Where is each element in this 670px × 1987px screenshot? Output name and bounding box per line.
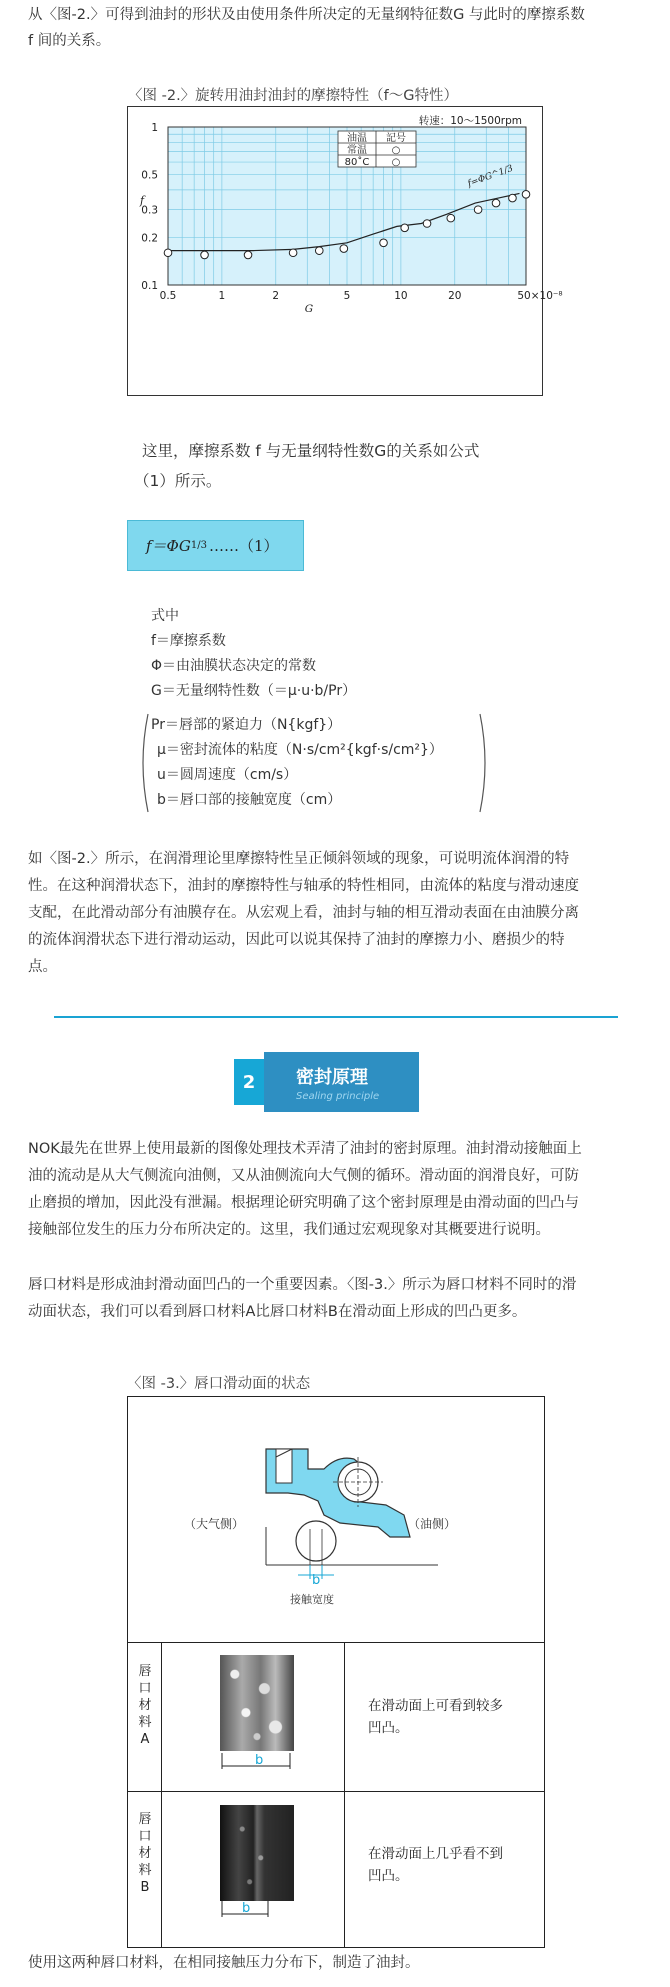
data-point xyxy=(244,251,252,259)
label-char: 料 xyxy=(138,1863,152,1878)
material-a-photo xyxy=(220,1655,294,1751)
para-line: 唇口材料是形成油封滑动面凹凸的一个重要因素。〈图-3.〉所示为唇口材料不同时的滑 xyxy=(28,1277,577,1293)
y-tick-label: 1 xyxy=(151,122,158,134)
label-char: 材 xyxy=(138,1846,152,1861)
legend-entry: ○ xyxy=(391,157,401,168)
material-b-desc xyxy=(368,1843,503,1887)
desc-line: 在滑动面上可看到较多 xyxy=(368,1698,503,1714)
formula-box xyxy=(127,520,304,571)
col-divider xyxy=(344,1642,345,1948)
row-divider xyxy=(128,1642,544,1643)
def-mu: μ＝密封流体的粘度（N·s/cm²{kgf·s/cm²}） xyxy=(157,742,443,758)
footer-text: 使用这两种唇口材料，在相同接触压力分布下，制造了油封。 xyxy=(28,1955,420,1971)
row-b-label xyxy=(138,1811,152,1896)
y-tick-label: 0.5 xyxy=(141,169,158,182)
label-char: 唇 xyxy=(138,1664,152,1679)
x-tick-label: 5 xyxy=(343,290,351,302)
x-tick-label: 2 xyxy=(272,290,280,302)
x-axis-label: G xyxy=(304,303,314,315)
data-point xyxy=(380,239,388,247)
desc-line: 凹凸。 xyxy=(368,1720,409,1736)
desc-line: 凹凸。 xyxy=(368,1868,409,1884)
section-divider xyxy=(54,1016,618,1018)
intro-text xyxy=(28,2,648,54)
def-phi: Φ＝由油膜状态决定的常数 xyxy=(151,658,317,674)
def-heading: 式中 xyxy=(151,608,179,624)
paragraph-lip-material xyxy=(28,1272,653,1326)
col-divider xyxy=(161,1642,162,1948)
atmosphere-side-label: （大气侧） xyxy=(184,1517,245,1531)
data-point xyxy=(340,245,348,253)
para-line: NOK最先在世界上使用最新的图像处理技术弄清了油封的密封原理。油封滑动接触面上 xyxy=(28,1141,582,1157)
section-subtitle: Sealing principle xyxy=(296,1090,380,1102)
y-axis-label: f xyxy=(140,194,145,207)
bracketed-definitions xyxy=(151,713,443,813)
y-tick-label: 0.2 xyxy=(141,232,158,245)
para-line: 止磨损的增加，因此没有泄漏。根据理论研究明确了这个密封原理是由滑动面的凹凸与 xyxy=(28,1195,579,1211)
formula-suffix: ……（1） xyxy=(208,537,279,555)
desc-line: 在滑动面上几乎看不到 xyxy=(368,1846,503,1862)
y-tick-label: 0.1 xyxy=(141,280,158,292)
def-pr: Pr＝唇部的紧迫力（N{kgf}） xyxy=(151,717,342,733)
row-divider xyxy=(128,1791,544,1792)
def-u: u＝圆周速度（cm/s） xyxy=(157,767,298,783)
intro-line: f 间的关系。 xyxy=(28,33,111,49)
row-a-label xyxy=(138,1663,152,1748)
para-line: 支配，在此滑动部分有油膜存在。从宏观上看，油封与轴的相互滑动表面在由油膜分离 xyxy=(28,905,579,921)
section-title-block xyxy=(264,1052,419,1112)
data-point xyxy=(492,199,500,207)
section-number: 2 xyxy=(234,1059,264,1105)
data-point xyxy=(315,247,323,255)
x-tick-label: 1 xyxy=(218,290,226,302)
label-char: 口 xyxy=(138,1681,152,1696)
legend-entry: ○ xyxy=(391,145,401,156)
para-line: 如〈图-2.〉所示，在润滑理论里摩擦特性呈正倾斜领域的现象，可说明流体润滑的特 xyxy=(28,851,570,867)
formula-exponent: 1/3 xyxy=(190,540,207,551)
para-line: 接触部位发生的压力分布所决定的。这里，我们通过宏观现象对其概要进行说明。 xyxy=(28,1222,550,1238)
label-char: 材 xyxy=(138,1698,152,1713)
legend-header: 油温 xyxy=(347,133,367,144)
paragraph-lubrication xyxy=(28,846,653,981)
chart-caption: 〈图 -2.〉旋转用油封油封的摩擦特性（f～G特性） xyxy=(128,88,459,104)
legend-entry: 常温 xyxy=(347,145,367,156)
para-line: 油的流动是从大气侧流向油侧，又从油侧流向大气侧的循环。滑动面的润滑良好，可防 xyxy=(28,1168,579,1184)
paragraph-principle xyxy=(28,1136,653,1244)
speed-note: 转速：10～1500rpm xyxy=(418,115,522,127)
intro-line: 从〈图-2.〉可得到油封的形状及由使用条件所决定的无量纲特征数G 与此时的摩擦系数 xyxy=(28,7,585,23)
section-title: 密封原理 xyxy=(296,1066,368,1088)
def-b: b＝唇口部的接触宽度（cm） xyxy=(157,792,342,808)
material-a-desc xyxy=(368,1695,503,1739)
data-point xyxy=(201,251,209,259)
relation-text xyxy=(134,436,480,496)
para-line: 性。在这种润滑状态下，油封的摩擦特性与轴承的特性相同，由流体的粘度与滑动速度 xyxy=(28,878,579,894)
data-point xyxy=(509,194,517,202)
x-tick-label: 20 xyxy=(448,290,462,302)
definitions xyxy=(151,604,356,704)
data-point xyxy=(289,249,297,257)
material-a-b: b xyxy=(255,1753,264,1768)
data-point xyxy=(401,224,409,232)
para-line: 动面状态，我们可以看到唇口材料A比唇口材料B在滑动面上形成的凹凸更多。 xyxy=(28,1304,527,1320)
contact-width-label: 接触宽度 xyxy=(290,1593,334,1606)
relation-line: （1）所示。 xyxy=(134,472,222,490)
def-f: f＝摩擦系数 xyxy=(151,633,226,649)
curve-label: f=ΦG^1/3 xyxy=(466,163,515,190)
legend-header: 記号 xyxy=(386,133,406,144)
friction-chart xyxy=(128,107,563,395)
oil-side-label: （油侧） xyxy=(408,1517,457,1531)
formula-main: f＝ΦG xyxy=(146,537,191,555)
friction-chart-frame xyxy=(127,106,563,396)
label-char: 口 xyxy=(138,1829,152,1844)
x-tick-label: 50×10⁻⁸ xyxy=(517,290,563,302)
para-line: 的流体润滑状态下进行滑动运动，因此可以说其保持了油封的摩擦力小、磨损少的特 xyxy=(28,932,565,948)
data-point xyxy=(164,249,172,257)
y-tick-label: 0.3 xyxy=(141,204,158,217)
contact-b-label: b xyxy=(312,1573,321,1588)
data-point xyxy=(474,206,482,214)
label-char: 料 xyxy=(138,1715,152,1730)
material-b-b: b xyxy=(242,1901,251,1916)
figure3-table xyxy=(127,1396,545,1948)
data-point xyxy=(423,220,431,228)
para-line: 点。 xyxy=(28,959,57,975)
x-tick-label: 0.5 xyxy=(159,290,177,302)
label-char: 唇 xyxy=(138,1812,152,1827)
x-tick-label: 10 xyxy=(394,290,408,302)
label-char: A xyxy=(140,1732,150,1747)
legend-entry: 80˚C xyxy=(344,157,370,168)
material-b-photo xyxy=(220,1805,294,1901)
data-point xyxy=(522,191,530,199)
data-point xyxy=(447,214,455,222)
label-char: B xyxy=(140,1880,150,1895)
relation-line: 这里，摩擦系数 f 与无量纲特性数G的关系如公式 xyxy=(142,442,480,460)
figure3-caption: 〈图 -3.〉唇口滑动面的状态 xyxy=(127,1376,311,1392)
def-g: G＝无量纲特性数（＝μ·u·b/Pr） xyxy=(151,683,357,699)
